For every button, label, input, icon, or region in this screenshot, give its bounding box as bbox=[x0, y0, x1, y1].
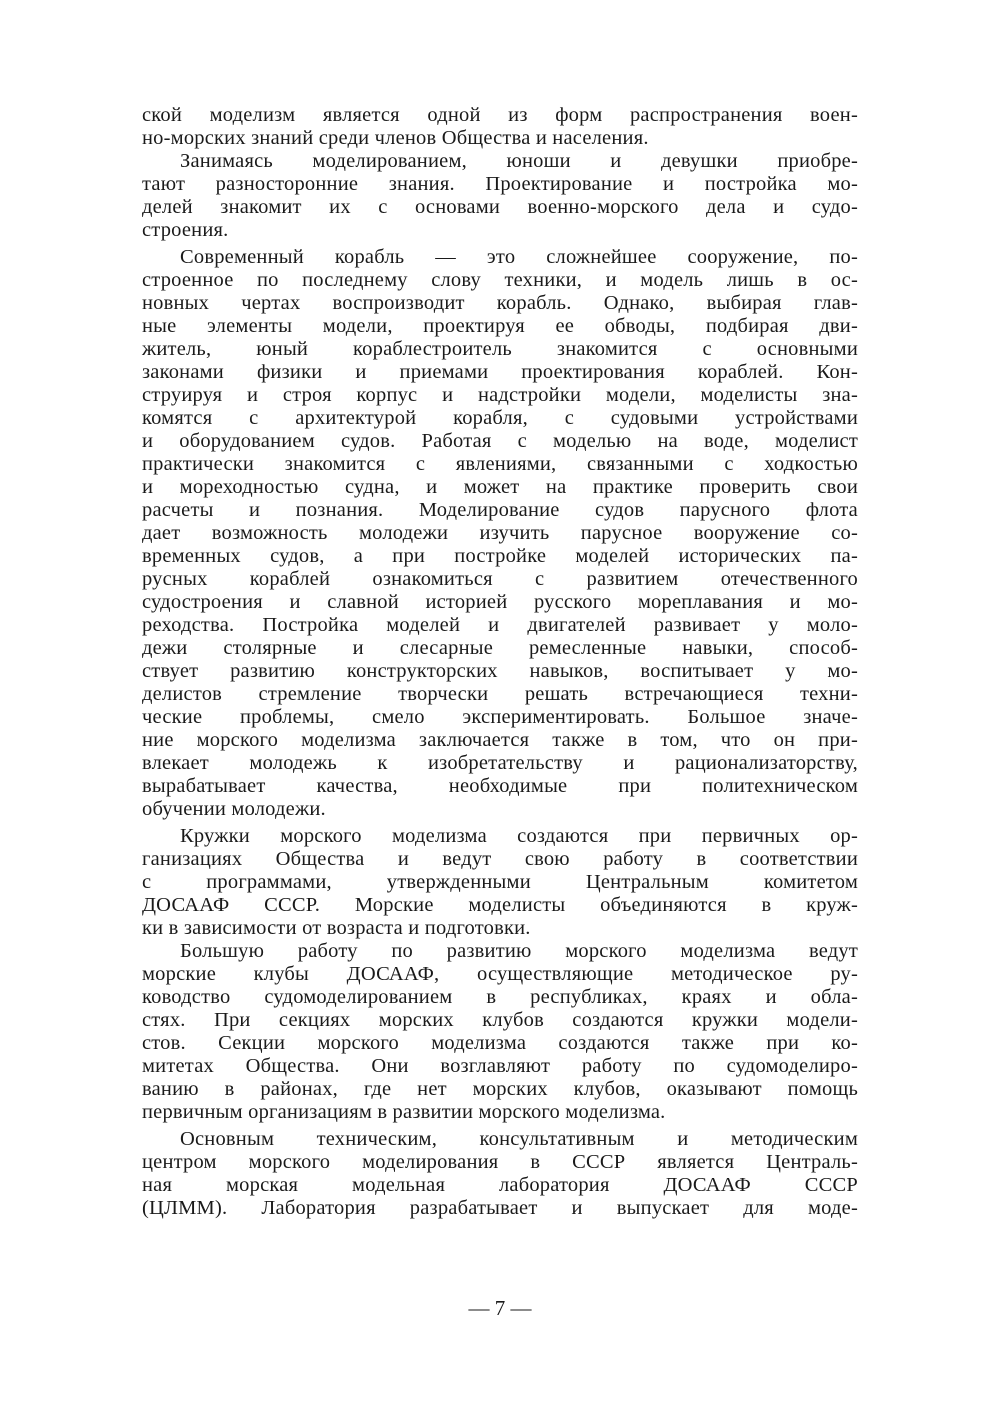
text-line: новных чертах воспроизводит корабль. Однако, выбирая глав- bbox=[142, 292, 858, 314]
text-line: ской моделизм является одной из форм распространения воен- bbox=[142, 104, 858, 126]
text-line: ДОСААФ СССР. Морские моделисты объединяются в круж- bbox=[142, 894, 858, 916]
text-line: стов. Секции морского моделизма создаются также при ко- bbox=[142, 1032, 858, 1054]
text-line: Кружки морского моделизма создаются при первичных ор- bbox=[180, 825, 858, 847]
text-line: ванию в районах, где нет морских клубов, оказывают помощь bbox=[142, 1078, 858, 1100]
text-line: Современный корабль — это сложнейшее сооружение, по- bbox=[180, 246, 858, 268]
text-line: ствует развитию конструкторских навыков, воспитывает у мо- bbox=[142, 660, 858, 682]
text-line: но-морских знаний среди членов Общества и населения. bbox=[142, 127, 649, 149]
text-line: реходства. Постройка моделей и двигателей развивает у моло- bbox=[142, 614, 858, 636]
text-line: русных кораблей ознакомиться с развитием отечественного bbox=[142, 568, 858, 590]
paragraph-1 bbox=[142, 104, 858, 150]
text-line: делистов стремление творчески решать встречающиеся техни- bbox=[142, 683, 858, 705]
text-line: ние морского моделизма заключается также в том, что он при- bbox=[142, 729, 858, 751]
text-line: практически знакомится с явлениями, связанными с ходкостью bbox=[142, 453, 858, 475]
text-line: строения. bbox=[142, 219, 229, 241]
text-line: центром морского моделирования в СССР является Централь- bbox=[142, 1151, 858, 1173]
paragraph-5 bbox=[142, 940, 858, 1124]
text-line: дает возможность молодежи изучить парусное вооружение со- bbox=[142, 522, 858, 544]
paragraph-3 bbox=[142, 246, 858, 821]
page-number: — 7 — bbox=[468, 1296, 532, 1320]
text-line: житель, юный кораблестроитель знакомится с основными bbox=[142, 338, 858, 360]
text-line: строенное по последнему слову техники, и модель лишь в ос- bbox=[142, 269, 858, 291]
text-line: законами физики и приемами проектирования кораблей. Кон- bbox=[142, 361, 858, 383]
text-line: дежи столярные и слесарные ремесленные навыки, способ- bbox=[142, 637, 858, 659]
text-line: и мореходностью судна, и может на практике проверить свои bbox=[142, 476, 858, 498]
text-line: комятся с архитектурой корабля, с судовыми устройствами bbox=[142, 407, 858, 429]
paragraph-6 bbox=[142, 1128, 858, 1220]
text-line: расчеты и познания. Моделирование судов парусного флота bbox=[142, 499, 858, 521]
text-line: с программами, утвержденными Центральным комитетом bbox=[142, 871, 858, 893]
text-line: (ЦЛММ). Лаборатория разрабатывает и выпускает для моде- bbox=[142, 1197, 858, 1219]
text-line: ганизациях Общества и ведут свою работу в соответствии bbox=[142, 848, 858, 870]
text-line: Большую работу по развитию морского моделизма ведут bbox=[180, 940, 858, 962]
text-line: тают разносторонние знания. Проектирование и постройка мо- bbox=[142, 173, 858, 195]
text-line: влекает молодежь к изобретательству и рационализаторству, bbox=[142, 752, 858, 774]
text-line: судостроения и славной историей русского мореплавания и мо- bbox=[142, 591, 858, 613]
paragraph-4 bbox=[142, 825, 858, 940]
text-line: делей знакомит их с основами военно-морского дела и судо- bbox=[142, 196, 858, 218]
text-line: Основным техническим, консультативным и методическим bbox=[180, 1128, 858, 1150]
text-line: вырабатывает качества, необходимые при политехническом bbox=[142, 775, 858, 797]
text-line: и оборудованием судов. Работая с моделью на воде, моделист bbox=[142, 430, 858, 452]
text-line: стях. При секциях морских клубов создаются кружки модели- bbox=[142, 1009, 858, 1031]
text-line: обучении молодежи. bbox=[142, 798, 326, 820]
text-line: митетах Общества. Они возглавляют работу по судомоделиро- bbox=[142, 1055, 858, 1077]
text-line: струируя и строя корпус и надстройки модели, моделисты зна- bbox=[142, 384, 858, 406]
text-line: ная морская модельная лаборатория ДОСААФ СССР bbox=[142, 1174, 858, 1196]
text-line: морские клубы ДОСААФ, осуществляющие методическое ру- bbox=[142, 963, 858, 985]
text-line: ководство судомоделированием в республиках, краях и обла- bbox=[142, 986, 858, 1008]
text-line: временных судов, а при постройке моделей исторических па- bbox=[142, 545, 858, 567]
text-line: ки в зависимости от возраста и подготовки. bbox=[142, 917, 531, 939]
paragraph-2 bbox=[142, 150, 858, 242]
text-line: первичным организациям в развитии морского моделизма. bbox=[142, 1101, 666, 1123]
document-body bbox=[142, 104, 858, 1220]
text-line: Занимаясь моделированием, юноши и девушки приобре- bbox=[180, 150, 858, 172]
text-line: ные элементы модели, проектируя ее обводы, подбирая дви- bbox=[142, 315, 858, 337]
text-line: ческие проблемы, смело экспериментировать. Большое значе- bbox=[142, 706, 858, 728]
